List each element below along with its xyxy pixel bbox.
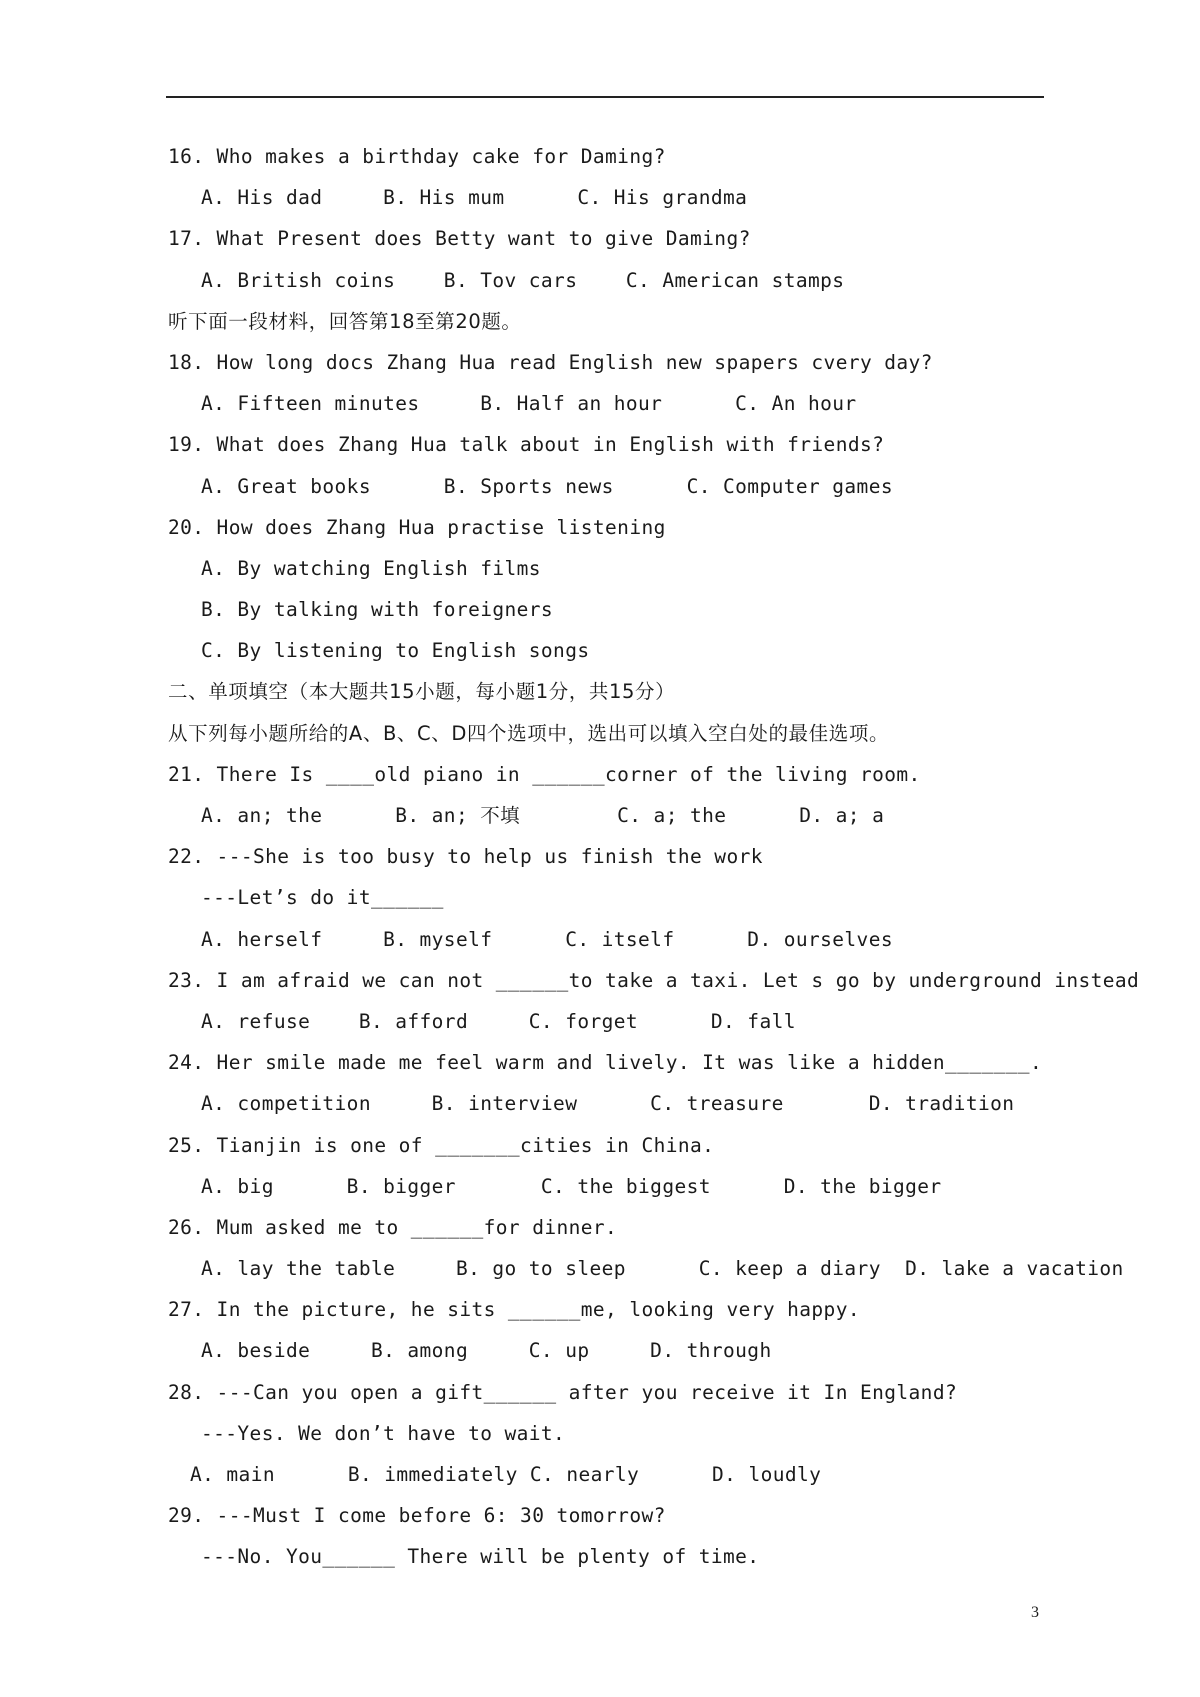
answer-options: A. His dad B. His mum C. His grandma: [201, 186, 748, 210]
answer-options: A. Fifteen minutes B. Half an hour C. An hour: [201, 392, 857, 416]
question-text: 17. What Present does Betty want to give Daming?: [168, 227, 751, 251]
question-text: 25. Tianjin is one of _______cities in China.: [168, 1133, 715, 1157]
question-text: 18. How long docs Zhang Hua read English new spapers cvery day?: [168, 350, 933, 374]
section-instruction: 听下面一段材料，回答第18至第20题。: [168, 309, 522, 333]
question-text: 16. Who makes a birthday cake for Daming?: [168, 145, 666, 168]
answer-options: ---No. You______ There will be plenty of time.: [201, 1545, 760, 1569]
question-text: 19. What does Zhang Hua talk about in English with friends?: [168, 433, 885, 457]
question-text: 27. In the picture, he sits ______me, looking very happy.: [168, 1298, 860, 1322]
answer-options: A. lay the table B. go to sleep C. keep a diary D. lake a vacation: [201, 1257, 1124, 1281]
answer-options: A. an; the B. an; 不填 C. a; the D. a; a: [201, 804, 885, 827]
question-text: 29. ---Must I come before 6: 30 tomorrow?: [168, 1504, 666, 1528]
section-instruction: 从下列每小题所给的A、B、C、D四个选项中，选出可以填入空白处的最佳选项。: [168, 721, 890, 745]
section-instruction: 二、单项填空（本大题共15小题，每小题1分，共15分）: [168, 680, 676, 704]
answer-options: A. big B. bigger C. the biggest D. the bigger: [201, 1174, 942, 1198]
question-text: 21. There Is ____old piano in ______corner of the living room.: [168, 762, 921, 786]
question-text: 26. Mum asked me to ______for dinner.: [168, 1215, 618, 1239]
question-text: 20. How does Zhang Hua practise listening: [168, 515, 666, 539]
answer-options: A. Great books B. Sports news C. Computer games: [201, 474, 893, 498]
answer-options: A. By watching English films: [201, 556, 541, 580]
answer-options: C. By listening to English songs: [201, 639, 590, 663]
question-text: 22. ---She is too busy to help us finish the work: [168, 845, 763, 869]
page-number: 3: [1031, 1604, 1039, 1621]
question-list: [168, 136, 1140, 1578]
answer-options: B. By talking with foreigners: [201, 598, 554, 622]
question-text: 23. I am afraid we can not ______to take a taxi. Let s go by underground instead: [168, 968, 1140, 992]
answer-options: A. beside B. among C. up D. through: [201, 1339, 772, 1363]
answer-options: ---Yes. We don’t have to wait.: [201, 1421, 566, 1445]
answer-options: A. competition B. interview C. treasure D. tradition: [201, 1092, 1015, 1116]
answer-options: A. herself B. myself C. itself D. ourselves: [201, 927, 893, 951]
header-rule: [166, 96, 1044, 98]
answer-options: A. main B. immediately C. nearly D. loudly: [190, 1463, 822, 1486]
answer-options: A. refuse B. afford C. forget D. fall: [201, 1009, 796, 1033]
question-text: 24. Her smile made me feel warm and lively. It was like a hidden_______.: [168, 1051, 1043, 1075]
question-text: 28. ---Can you open a gift______ after you receive it In England?: [168, 1380, 958, 1404]
answer-options: ---Let’s do it______: [201, 886, 444, 910]
answer-options: A. British coins B. Tov cars C. American stamps: [201, 268, 845, 292]
